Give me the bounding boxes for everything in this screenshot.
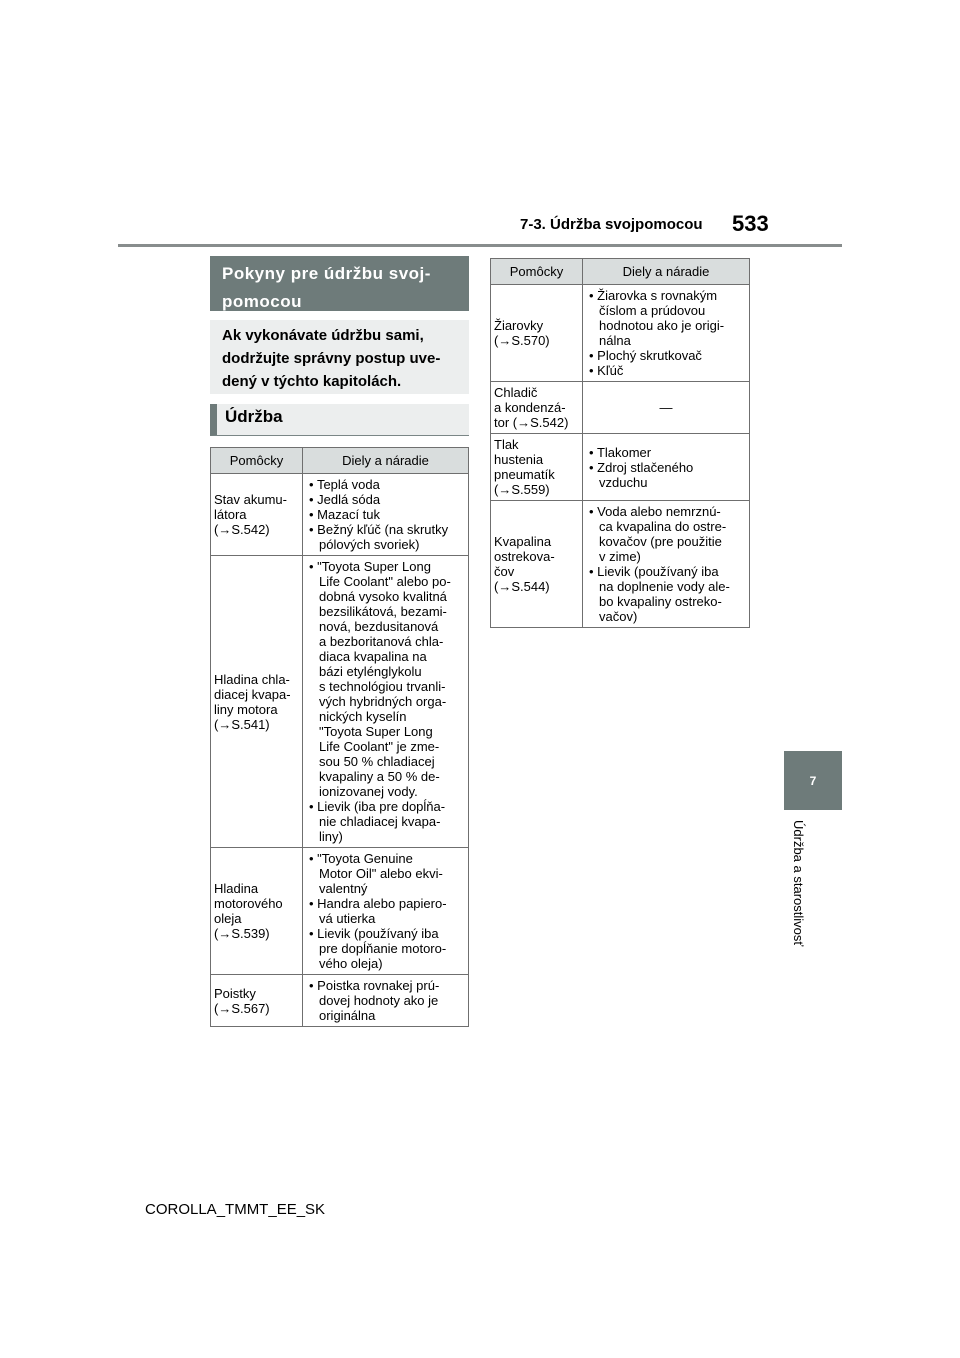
list-item-text: diaca kvapalina na (319, 649, 427, 664)
document-code: COROLLA_TMMT_EE_SK (145, 1201, 326, 1218)
parts-list (585, 504, 747, 624)
list-item-text: Lievik (používaný iba (317, 926, 439, 941)
list-item (305, 799, 466, 844)
list-item-text: vačov) (599, 609, 638, 624)
list-item-text: bázi etylénglykolu (319, 664, 422, 679)
list-item-text: vého oleja) (319, 956, 383, 971)
list-item-text: Jedlá sóda (317, 492, 381, 507)
tool-text: tor (→S.542) (494, 415, 569, 430)
tool-cell (211, 474, 303, 556)
tool-cell (491, 501, 583, 628)
tool-text: Stav akumu- (214, 492, 287, 507)
list-item-text: Voda alebo nemrznú- (597, 504, 721, 519)
list-item (305, 522, 466, 552)
parts-cell (303, 975, 469, 1027)
table-header-row (211, 448, 469, 474)
tool-text: pneumatík (494, 467, 555, 482)
tools-table-left (210, 447, 469, 1027)
list-item (585, 504, 747, 564)
parts-cell (583, 434, 750, 501)
parts-list (305, 559, 466, 844)
tool-text: Hladina (214, 881, 259, 896)
page-number: 533 (732, 211, 769, 236)
list-item-text: vá utierka (319, 911, 376, 926)
list-item-text: Motor Oil" alebo ekvi- (319, 866, 443, 881)
tool-cell (491, 434, 583, 501)
list-item-text: na doplnenie vody ale- (599, 579, 730, 594)
list-item-text: Life Coolant" alebo po- (319, 574, 451, 589)
tool-text: (→S.567) (214, 1000, 270, 1016)
list-item-text: číslom a prúdovou (599, 303, 706, 318)
list-item (305, 978, 466, 1023)
table-row (211, 975, 469, 1027)
tool-text: Poistky (214, 985, 256, 1001)
parts-cell (303, 474, 469, 556)
column-header-parts: Diely a náradie (583, 259, 750, 285)
list-item-text: Lievik (iba pre dopĺňa- (317, 799, 446, 814)
list-item-text: nických kyselín (319, 709, 407, 724)
tool-text: (→S.539) (214, 926, 270, 941)
list-item (305, 507, 466, 522)
tool-text: čov (494, 564, 515, 579)
list-item (305, 477, 466, 492)
list-item (305, 896, 466, 926)
tool-text: Chladič (494, 385, 538, 400)
list-item-text: Poistka rovnakej prú- (317, 978, 440, 993)
tool-cell (211, 848, 303, 975)
list-item (585, 363, 747, 378)
tool-text: ostrekova- (494, 549, 555, 564)
list-item (585, 564, 747, 624)
tool-text: (→S.541) (214, 716, 270, 732)
tool-text: hustenia (494, 452, 544, 467)
list-item-text: Zdroj stlačeného (597, 459, 694, 475)
list-item-text: bezsilikátová, bezami- (319, 604, 447, 619)
table-row (491, 501, 750, 628)
section-heading: Údržba (210, 404, 469, 436)
parts-list (585, 445, 747, 490)
section-title: 7-3. Údržba svojpomocou (520, 216, 703, 233)
list-item-text: nová, bezdusitanová (319, 619, 439, 634)
table-row (491, 285, 750, 382)
list-item-text: "Toyota Super Long (319, 724, 433, 739)
parts-list (585, 288, 747, 378)
tool-text: (→S.544) (494, 579, 550, 594)
list-item-text: Handra alebo papiero- (317, 896, 447, 911)
list-item-text: s technológiou trvanli- (319, 679, 446, 694)
tool-text: Žiarovky (494, 318, 544, 333)
table-row (211, 556, 469, 848)
list-item (305, 492, 466, 507)
list-item-text: "Toyota Genuine (317, 851, 413, 866)
list-item-text: Lievik (používaný iba (597, 564, 719, 579)
tool-text: (→S.559) (494, 482, 550, 497)
intro-box (210, 320, 469, 394)
parts-cell (303, 556, 469, 848)
tool-text: diacej kvapa- (214, 686, 291, 702)
tool-cell (211, 556, 303, 848)
tool-text: Hladina chla- (214, 671, 290, 687)
list-item-text: valentný (319, 881, 368, 896)
list-item (305, 559, 466, 799)
list-item-text: dovej hodnoty ako je (319, 993, 439, 1008)
list-item (585, 460, 747, 490)
list-item-text: kvapaliny a 50 % de- (319, 769, 440, 784)
intro-line: dený v týchto kapitolách. (222, 373, 402, 390)
tool-text: Tlak (494, 437, 519, 452)
list-item (585, 288, 747, 348)
list-item-text: liny) (319, 829, 343, 844)
list-item-text: nálna (599, 333, 631, 348)
parts-cell (303, 848, 469, 975)
list-item (305, 851, 466, 896)
table-header-row (491, 259, 750, 285)
parts-cell (583, 382, 750, 434)
tool-text: (→S.542) (214, 522, 270, 537)
chapter-tab (784, 751, 842, 810)
list-item (585, 348, 747, 363)
parts-cell (583, 285, 750, 382)
list-item-text: originálna (319, 1008, 376, 1023)
topic-title-box (210, 256, 469, 311)
tool-text: a kondenzá- (494, 400, 566, 415)
topic-title-line: Pokyny pre údržbu svoj- (222, 264, 431, 283)
tool-cell (491, 382, 583, 434)
list-item-text: Teplá voda (316, 477, 380, 492)
list-item-text: Tlakomer (596, 444, 652, 460)
table-row (491, 434, 750, 501)
list-item-text: vých hybridných orga- (319, 694, 447, 709)
list-item-text: Žiarovka s rovnakým (597, 288, 718, 303)
list-item-text: Plochý skrutkovač (597, 348, 702, 363)
list-item-text: vzduchu (599, 474, 648, 490)
table-row (211, 474, 469, 556)
not-applicable-dash: — (659, 400, 673, 415)
chapter-side-label: Údržba a starostlivosť (791, 820, 806, 947)
column-header-tools: Pomôcky (491, 259, 583, 285)
parts-cell (583, 501, 750, 628)
list-item-text: ionizovanej vody. (319, 784, 418, 799)
intro-line: dodržujte správny postup uve- (222, 350, 441, 367)
list-item (585, 445, 747, 460)
column-header-parts: Diely a náradie (303, 448, 469, 474)
list-item-text: v zime) (599, 549, 641, 564)
parts-list (305, 978, 466, 1023)
list-item-text: nie chladiacej kvapa- (319, 814, 441, 829)
list-item-text: a bezboritanová chla- (319, 634, 444, 649)
table-row (491, 382, 750, 434)
list-item-text: sou 50 % chladiacej (319, 754, 435, 769)
column-header-tools: Pomôcky (211, 448, 303, 474)
list-item-text: Mazací tuk (317, 507, 381, 522)
chapter-number: 7 (809, 773, 817, 788)
table-row (211, 848, 469, 975)
parts-list (305, 477, 466, 552)
list-item-text: Kľúč (597, 363, 624, 378)
list-item-text: pólových svoriek) (319, 537, 420, 552)
tool-text: motorového (214, 896, 283, 911)
list-item-text: dobná vysoko kvalitná (319, 589, 447, 604)
list-item-text: "Toyota Super Long (317, 559, 431, 574)
intro-line: Ak vykonávate údržbu sami, (222, 327, 424, 344)
header-divider (118, 244, 842, 247)
list-item (305, 926, 466, 971)
tool-cell (211, 975, 303, 1027)
tool-text: oleja (214, 911, 242, 926)
list-item-text: kovačov (pre použitie (599, 534, 722, 549)
tool-text: Kvapalina (494, 534, 552, 549)
tool-cell (491, 285, 583, 382)
tool-text: liny motora (214, 701, 278, 717)
tool-text: (→S.570) (494, 333, 550, 348)
topic-title-line: pomocou (222, 292, 302, 311)
list-item-text: Life Coolant" je zme- (319, 739, 440, 754)
tool-text: látora (214, 507, 247, 522)
parts-list (305, 851, 466, 971)
list-item-text: bo kvapaliny ostreko- (599, 594, 722, 609)
tools-table-right (490, 258, 750, 628)
list-item-text: pre dopĺňanie motoro- (319, 941, 447, 956)
list-item-text: Bežný kľúč (na skrutky (317, 522, 449, 537)
list-item-text: hodnotou ako je origi- (599, 318, 725, 333)
list-item-text: ca kvapalina do ostre- (599, 519, 727, 534)
